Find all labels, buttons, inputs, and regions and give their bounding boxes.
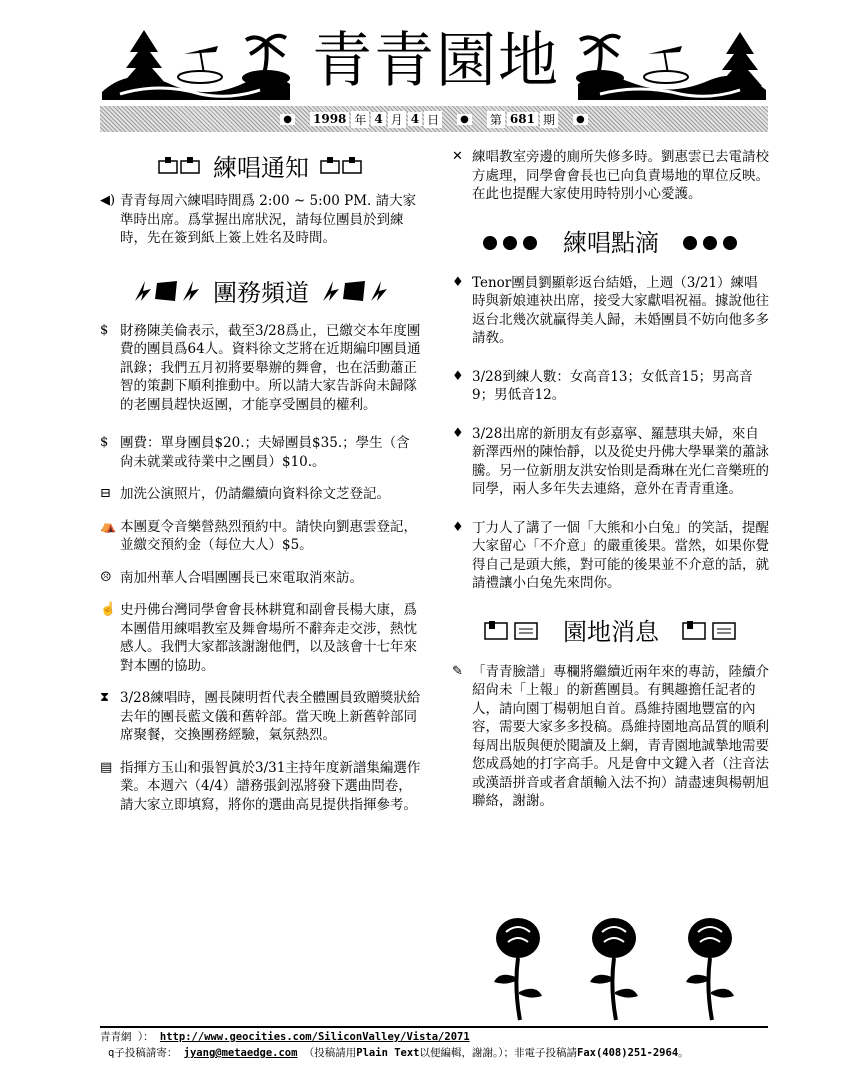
- section-title: 團務頻道: [213, 279, 309, 307]
- issue-prefix: 第: [487, 111, 505, 128]
- section-title: 園地消息: [563, 618, 659, 646]
- list-item: [100, 601, 422, 675]
- list-item: [452, 274, 770, 348]
- year-unit: 年: [351, 111, 369, 128]
- practice-notice-heading: [100, 142, 422, 188]
- list-item: [100, 434, 422, 471]
- bullet-dot-icon: ●: [457, 114, 472, 125]
- item-text: 史丹佛台灣同學會會長林耕寬和副會長楊大康，爲本團借用練唱教室及舞會場所不辭奔走交涉，熱忱感人。我們大家都該謝謝他們，以及該會十七年來對本團的協助。: [120, 602, 417, 674]
- item-text: 練唱教室旁邊的廁所失修多時。劉惠雲已去電請校方處理，同學會會長也已向負責場地的單位反映。在此也提醒大家使用時特別小心愛護。: [472, 149, 769, 202]
- lightning-icon: [319, 279, 391, 303]
- list-item: [100, 322, 422, 415]
- bullet-dot-icon: ●: [573, 114, 588, 125]
- item-text: 加洗公演照片，仍請繼續向資料徐文芝登記。: [120, 486, 390, 502]
- list-item: [452, 663, 770, 811]
- practice-notes-heading: [452, 218, 770, 264]
- affairs-heading: [100, 268, 422, 314]
- issue-number: 681: [507, 112, 538, 126]
- list-item: [100, 192, 422, 248]
- month-unit: 月: [388, 111, 406, 128]
- camp-icon: ⛺: [100, 518, 117, 534]
- note-format: Plain Text: [356, 1047, 420, 1059]
- masthead-title: 青青園地: [312, 26, 560, 96]
- mailbox-icon: [157, 155, 203, 175]
- site-link[interactable]: http://www.geocities.com/SiliconValley/Vista/2071: [159, 1031, 470, 1043]
- list-item: [452, 425, 770, 499]
- note-close: 以便編輯，謝謝。）；非電子投稿請: [419, 1047, 577, 1059]
- item-text: 南加州華人合唱團團長已來電取消來訪。: [120, 569, 363, 586]
- bullet-dot-icon: ●: [280, 114, 295, 125]
- site-label: 青青網 ）：: [100, 1031, 154, 1043]
- rose-icon: [494, 918, 542, 1020]
- drops-icon: [681, 231, 741, 251]
- footer-divider: [100, 1026, 768, 1028]
- lightning-icon: [131, 279, 203, 303]
- roses-illustration: [478, 912, 758, 1022]
- item-text: 「青青臉譜」專欄將繼續近兩年來的專訪，陸續介紹尙未「上報」的新舊團員。有興趣擔任記者的人，請向園丁楊朝旭自首。爲維持園地豐富的內容，需要大家多多投稿。爲維持園地高品質的順利每周出版與便於閱讀及上網，青青園地誠摯地需要您成爲她的打字高手。凡是會中文鍵入者（注音法或漢語拼音或者倉頡輸入法不拘）請盡速與楊朝旭聯絡，謝謝。: [472, 663, 769, 809]
- mailbox-icon: [319, 155, 365, 175]
- file-cabinet-icon: ▤: [100, 759, 113, 775]
- item-text: 3/28出席的新朋友有彭嘉寧、羅慧琪夫婦，來自新澤西州的陳怡靜，以及從史丹佛大學畢業的蕭詠騰。另一位新朋友洪安怡則是喬琳在光仁音樂班的同學，兩人多年失去連絡，意外在青青重逢。: [472, 425, 769, 497]
- dollar-icon: $: [100, 435, 109, 450]
- issue-unit: 期: [540, 111, 558, 128]
- megaphone-icon: ◀): [100, 193, 116, 208]
- submit-label: q子投稿請寄：: [108, 1047, 178, 1059]
- garden-news-heading: [452, 607, 770, 653]
- sad-face-icon: ☹: [100, 569, 112, 585]
- month: 4: [371, 112, 385, 126]
- left-column: [100, 142, 422, 814]
- drop-icon: ♦: [452, 519, 464, 535]
- item-text: 本團夏令音樂營熱烈預約中。請快向劉惠雲登記，並繳交預約金（每位大人）$5。: [120, 518, 417, 553]
- footer-submission: [108, 1045, 689, 1061]
- item-text: 青青每周六練唱時間爲 2:00 ~ 5:00 PM. 請大家準時出席。爲掌握出席狀況，請每位團員於到練時，先在簽到紙上簽上姓名及時間。: [120, 193, 417, 246]
- list-item: [100, 485, 422, 504]
- list-item: [100, 689, 422, 745]
- palm-tree-icon: [242, 36, 290, 86]
- drop-icon: ♦: [452, 425, 464, 441]
- pen-icon: ✎: [452, 663, 463, 679]
- note-open: （投稿請用: [303, 1047, 357, 1059]
- day-unit: 日: [424, 111, 442, 128]
- photo-icon: ⊟: [100, 486, 111, 501]
- list-item: [452, 368, 770, 405]
- hourglass-icon: ⧗: [100, 690, 110, 705]
- pointing-hand-icon: ☝: [100, 602, 117, 617]
- footer-website: [100, 1029, 470, 1045]
- rose-icon: [590, 918, 638, 1020]
- notepad-icon: [483, 619, 541, 641]
- item-text: 3/28到練人數：女高音13；女低音15；男高音9；男低音12。: [472, 368, 753, 403]
- item-text: 財務陳美倫表示，截至3/28爲止，已繳交本年度團費的團員爲64人。資料徐文芝將在近期編印團員通訊錄；我們五月初將要舉辦的舞會，也在活動蕭正智的策劃下順利推動中。所以請大家告訴尙未歸隊的老團員趕快返團，才能享受團員的權利。: [120, 322, 421, 413]
- drops-icon: [481, 231, 541, 251]
- note-end: 。: [678, 1047, 689, 1059]
- fax-number: Fax(408)251-2964: [577, 1047, 679, 1059]
- list-item: [452, 519, 770, 593]
- masthead: [100, 22, 768, 100]
- item-text: Tenor團員劉顯彰返台結婚，上週（3/21）練唱時與新娘連袂出席，接受大家獻唱祝福。據說他往返台北幾次就贏得美人歸，未婚團員不妨向他多多請敎。: [472, 274, 769, 346]
- year: 1998: [310, 112, 349, 126]
- item-text: 3/28練唱時，團長陳明哲代表全體團員致贈獎狀給去年的團長藍文儀和舊幹部。當天晚上新舊幹部同席聚餐，交換團務經驗，氣氛熱烈。: [120, 690, 421, 743]
- drop-icon: ♦: [452, 274, 464, 290]
- list-item: [100, 518, 422, 555]
- rose-icon: [686, 918, 734, 1020]
- tools-icon: ✕: [452, 149, 463, 164]
- section-title: 練唱點滴: [563, 229, 659, 257]
- section-title: 練唱通知: [213, 153, 309, 182]
- item-text: 指揮方玉山和張智眞於3/31主持年度新譜集編選作業。本週六（4/4）譜務張釗泓將發下選曲問卷，請大家立即填寫，將你的選曲高見提供指揮參考。: [120, 759, 421, 813]
- list-item: [100, 569, 422, 588]
- right-column: [452, 142, 770, 811]
- item-text: 丁力人了講了一個「大熊和小白兔」的笑話，提醒大家留心「不介意」的嚴重後果。當然，如果你覺得自己是頭大熊，對可能的後果並不介意的話，就請禮讓小白兔先來問你。: [472, 519, 769, 591]
- day: 4: [408, 112, 422, 126]
- dollar-icon: $: [100, 322, 109, 338]
- item-text: 團費：單身團員$20.；夫婦團員$35.；學生（含尙未就業或待業中之團員）$10.。: [120, 435, 410, 470]
- list-item: [100, 759, 422, 815]
- date-issue-bar: [100, 106, 768, 132]
- notepad-icon: [681, 619, 739, 641]
- list-item: [452, 148, 770, 204]
- email-link[interactable]: jyang@metaedge.com: [183, 1047, 298, 1059]
- drop-icon: ♦: [452, 368, 464, 384]
